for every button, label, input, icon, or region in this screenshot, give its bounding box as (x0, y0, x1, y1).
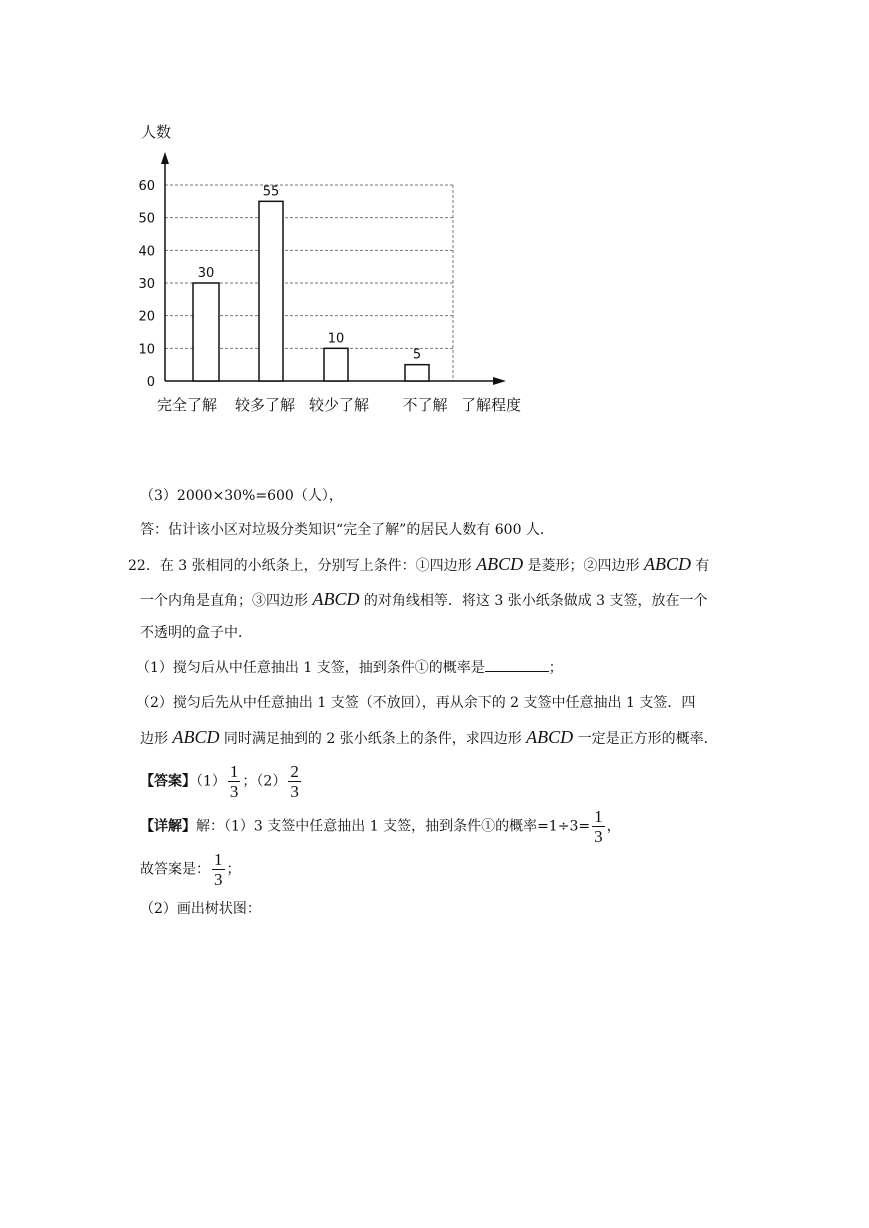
answer-line-3: （3）2000×30%=600（人）， (140, 488, 343, 504)
y-tick-label: 40 (138, 244, 155, 260)
part-2-line-2: 边形 ABCD 同时满足抽到的 2 张小纸条上的条件，求四边形 ABCD 一定是正方形的概率． (140, 727, 718, 747)
bar-value-label: 55 (262, 184, 280, 200)
detail-tag: 【详解】 (140, 818, 196, 835)
x-tick-label: 不了解 (402, 396, 448, 414)
question-22-line-1: 22．在 3 张相同的小纸条上，分别写上条件：①四边形 ABCD 是菱形；②四边形 ABCD 有 (128, 554, 710, 574)
bar (259, 201, 283, 381)
y-tick-label: 30 (138, 277, 155, 292)
bar-value-label: 10 (327, 331, 345, 347)
y-tick-label: 20 (138, 309, 155, 325)
y-axis-title: 人数 (141, 123, 172, 141)
y-tick-label: 60 (138, 179, 155, 194)
fraction-two-thirds: $\frac{2}{3}$ (290, 762, 299, 801)
fraction-one-third: $\frac{1}{3}$ (229, 762, 239, 801)
question-22-line-3: 不透明的盒子中． (140, 625, 252, 641)
answer-conclusion: 答：估计该小区对垃圾分类知识“完全了解”的居民人数有 600 人． (140, 522, 554, 538)
bar (324, 348, 348, 381)
y-tick-label: 0 (146, 375, 155, 390)
abcd-label: ABCD (526, 727, 574, 747)
x-axis-title: 了解程度 (461, 396, 522, 414)
detail-line: 【详解】解：（1）3 支签中任意抽出 1 支签，抽到条件①的概率=1÷3= $\frac{1}{3}$ ， (140, 807, 621, 846)
answer-line: 【答案】（1） $\frac{1}{3}$ ；（2） $\frac{2}{3}$ (140, 762, 299, 801)
x-tick-label: 较多了解 (234, 396, 296, 414)
fraction-one-third: $\frac{1}{3}$ (594, 807, 603, 846)
result-line: 故答案是： $\frac{1}{3}$ ； (140, 850, 241, 889)
x-tick-label: 完全了解 (156, 396, 218, 414)
bar-chart (135, 112, 545, 422)
answer-tag: 【答案】 (140, 773, 196, 790)
bar-value-label: 5 (412, 347, 422, 363)
x-tick-label: 较少了解 (308, 396, 370, 414)
bar (405, 365, 429, 381)
part-1: （1）搅匀后从中任意抽出 1 支签，抽到条件①的概率是 ； (136, 657, 563, 679)
abcd-label: ABCD (476, 554, 524, 574)
bar (193, 283, 219, 381)
tree-diagram-caption: （2）画出树状图： (140, 901, 261, 917)
abcd-label: ABCD (172, 727, 220, 747)
abcd-label: ABCD (312, 589, 360, 609)
y-tick-label: 50 (138, 211, 155, 227)
bar-value-label: 30 (197, 266, 215, 281)
abcd-label: ABCD (643, 554, 691, 574)
part-2-line-1: （2）搅匀后先从中任意抽出 1 支签（不放回），再从余下的 2 支签中任意抽出 1 支签．四 (136, 695, 696, 711)
question-22-line-2: 一个内角是直角；③四边形 ABCD 的对角线相等．将这 3 张小纸条做成 3 支签，放在一个 (140, 589, 708, 609)
y-tick-label: 10 (138, 342, 155, 358)
fraction-one-third: $\frac{1}{3}$ (214, 850, 223, 889)
y-axis-arrow (161, 152, 169, 164)
x-axis-arrow (493, 377, 506, 385)
answer-blank (485, 657, 549, 672)
